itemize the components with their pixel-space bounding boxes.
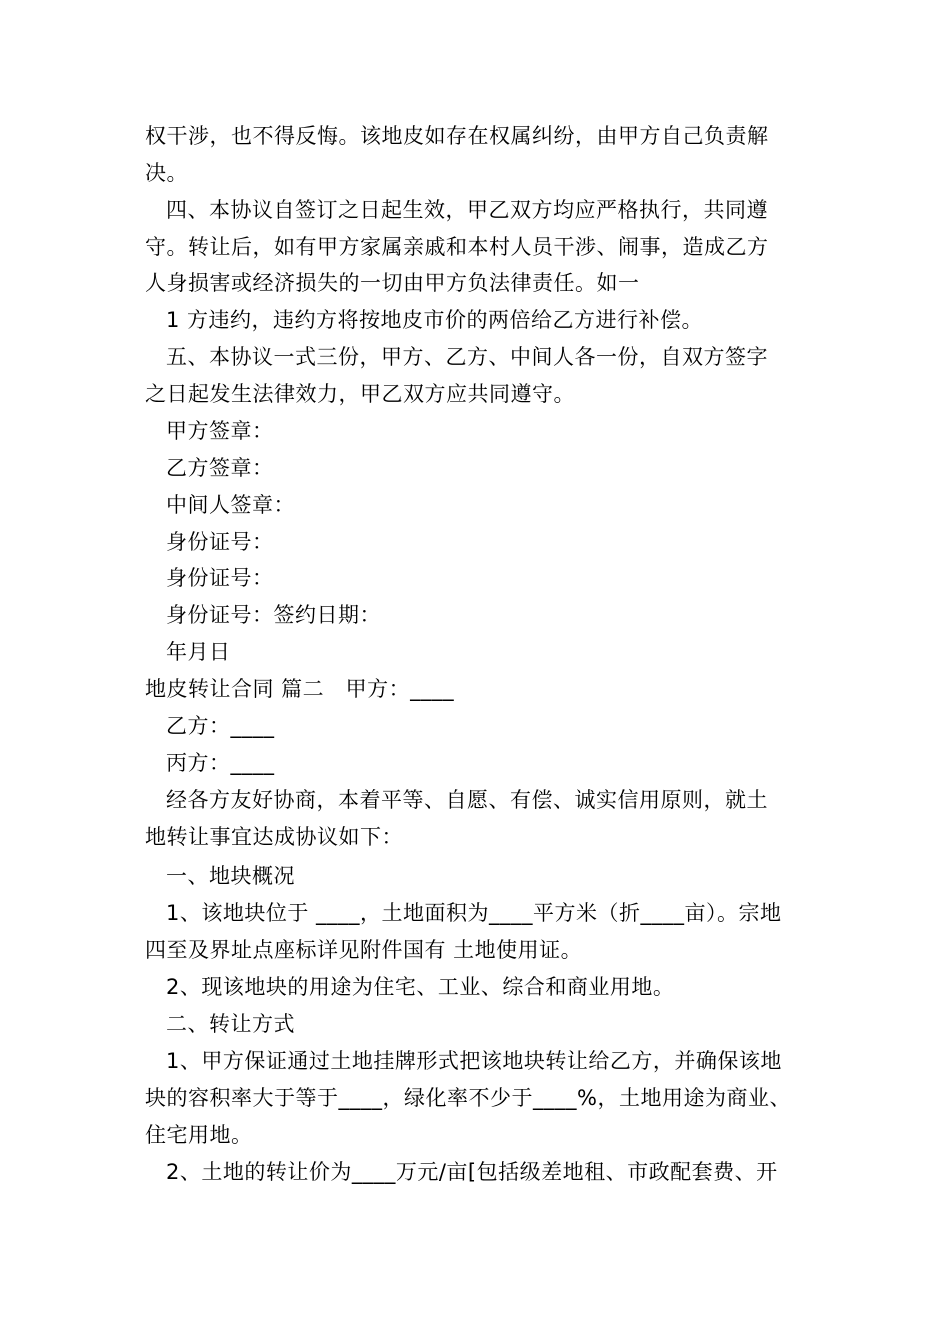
signature-label: 甲方签章： xyxy=(166,419,274,443)
id-number-label: 身份证号：签约日期： xyxy=(166,603,381,627)
text-line: 2、现该地块的用途为住宅、工业、综合和商业用地。 xyxy=(166,975,675,999)
text-line: 守。转让后，如有甲方家属亲戚和本村人员干涉、闹事，造成乙方 xyxy=(145,235,769,259)
clause-heading: 二、转让方式 xyxy=(166,1012,295,1036)
text-line: 1 方违约，违约方将按地皮市价的两倍给乙方进行补偿。 xyxy=(166,308,704,332)
text-line: 1、甲方保证通过土地挂牌形式把该地块转让给乙方，并确保该地 xyxy=(166,1049,782,1073)
id-number-label: 身份证号： xyxy=(166,566,274,590)
text-line: 之日起发生法律效力，甲乙双方应共同遵守。 xyxy=(145,382,575,406)
text-line: 权干涉，也不得反悔。该地皮如存在权属纠纷，由甲方自己负责解 xyxy=(145,124,769,148)
signature-label: 乙方签章： xyxy=(166,456,274,480)
text-line: 2、土地的转让价为____万元/亩[包括级差地租、市政配套费、开 xyxy=(166,1160,778,1184)
text-line: 地转让事宜达成协议如下： xyxy=(145,825,403,849)
text-line: 住宅用地。 xyxy=(145,1123,253,1147)
signature-label: 中间人签章： xyxy=(166,493,295,517)
text-line: 五、本协议一式三份，甲方、乙方、中间人各一份，自双方签字 xyxy=(166,345,768,369)
text-line: 块的容积率大于等于____，绿化率不少于____%，土地用途为商业、 xyxy=(145,1086,791,1110)
text-line: 人身损害或经济损失的一切由甲方负法律责任。如一 xyxy=(145,271,640,295)
clause-heading: 一、地块概况 xyxy=(166,864,295,888)
party-label: 乙方：____ xyxy=(166,714,275,738)
party-label: 丙方：____ xyxy=(166,751,275,775)
text-line: 1、该地块位于 ____，土地面积为____平方米（折____亩）。宗地 xyxy=(166,901,782,925)
id-number-label: 身份证号： xyxy=(166,530,274,554)
text-line: 四至及界址点座标详见附件国有 土地使用证。 xyxy=(145,938,583,962)
text-line: 经各方友好协商，本着平等、自愿、有偿、诚实信用原则，就土 xyxy=(166,788,768,812)
section-heading: 地皮转让合同 篇二 甲方：____ xyxy=(145,677,455,701)
text-line: 决。 xyxy=(145,161,188,185)
date-label: 年月日 xyxy=(166,640,231,664)
text-line: 四、本协议自签订之日起生效，甲乙双方均应严格执行，共同遵 xyxy=(166,198,768,222)
